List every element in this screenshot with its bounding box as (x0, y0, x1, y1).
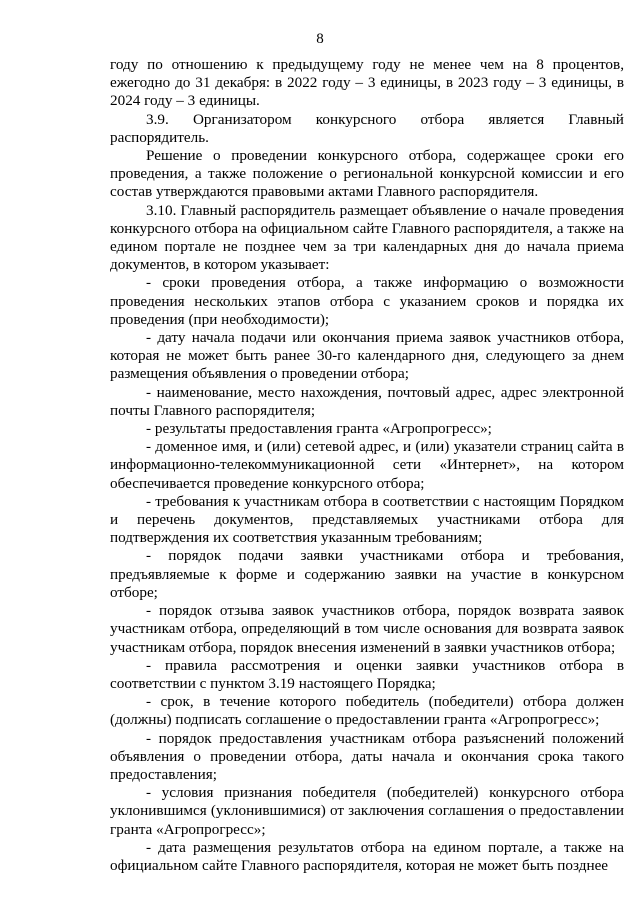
paragraph: Решение о проведении конкурсного отбора, содержащее сроки его проведения, а также положение о региональной конкурсной комиссии и его состав утверждаются правовыми актами Главного распорядителя. (110, 147, 624, 201)
paragraph: году по отношению к предыдущему году не менее чем на 8 процентов, ежегодно до 31 декабря: в 2022 году – 3 единицы, в 2023 году – 3 единицы, в 2024 году – 3 единицы. (110, 56, 624, 110)
paragraph: - наименование, место нахождения, почтовый адрес, адрес электронной почты Главного распорядителя; (110, 383, 624, 419)
page-number: 8 (316, 31, 324, 47)
paragraph: - правила рассмотрения и оценки заявки участников отбора в соответствии с пунктом 3.19 настоящего Порядка; (110, 656, 624, 692)
paragraph: - дата размещения результатов отбора на едином портале, а также на официальном сайте Главного распорядителя, которая не может быть позднее (110, 838, 624, 874)
paragraph: - порядок предоставления участникам отбора разъяснений положений объявления о проведении отбора, даты начала и окончания срока такого предоставления; (110, 729, 624, 783)
paragraph: - порядок отзыва заявок участников отбора, порядок возврата заявок участникам отбора, определяющий в том числе основания для возврата заявок участникам отбора, порядок внесения изменений в заявки участников отбора; (110, 602, 624, 656)
paragraph: - порядок подачи заявки участниками отбора и требования, предъявляемые к форме и содержанию заявки на участие в конкурсном отборе; (110, 547, 624, 601)
paragraph: - дату начала подачи или окончания приема заявок участников отбора, которая не может быть ранее 30-го календарного дня, следующего за днем размещения объявления о проведении отбора; (110, 329, 624, 383)
paragraph: - доменное имя, и (или) сетевой адрес, и (или) указатели страниц сайта в информационно-телекоммуникационной сети «Интернет», на котором обеспечивается проведение конкурсного отбора; (110, 438, 624, 492)
document-body (110, 56, 624, 875)
paragraph: - требования к участникам отбора в соответствии с настоящим Порядком и перечень документов, представляемых участниками отбора для подтверждения их соответствия указанным требованиям; (110, 492, 624, 547)
paragraph: - сроки проведения отбора, а также информацию о возможности проведения нескольких этапов отбора с указанием сроков и порядка их проведения (при необходимости); (110, 274, 624, 328)
paragraph: 3.10. Главный распорядитель размещает объявление о начале проведения конкурсного отбора на официальном сайте Главного распорядителя, а также на едином портале не позднее чем за три календарных дня до начала приема документов, в котором указывает: (110, 201, 624, 274)
paragraph: - условия признания победителя (победителей) конкурсного отбора уклонившимся (уклонившимися) от заключения соглашения о предоставлении гранта «Агропрогресс»; (110, 784, 624, 838)
paragraph: 3.9. Организатором конкурсного отбора является Главный распорядитель. (110, 110, 624, 146)
paragraph: - результаты предоставления гранта «Агропрогресс»; (146, 420, 492, 438)
paragraph: - срок, в течение которого победитель (победители) отбора должен (должны) подписать соглашение о предоставлении гранта «Агропрогресс»; (110, 693, 624, 729)
